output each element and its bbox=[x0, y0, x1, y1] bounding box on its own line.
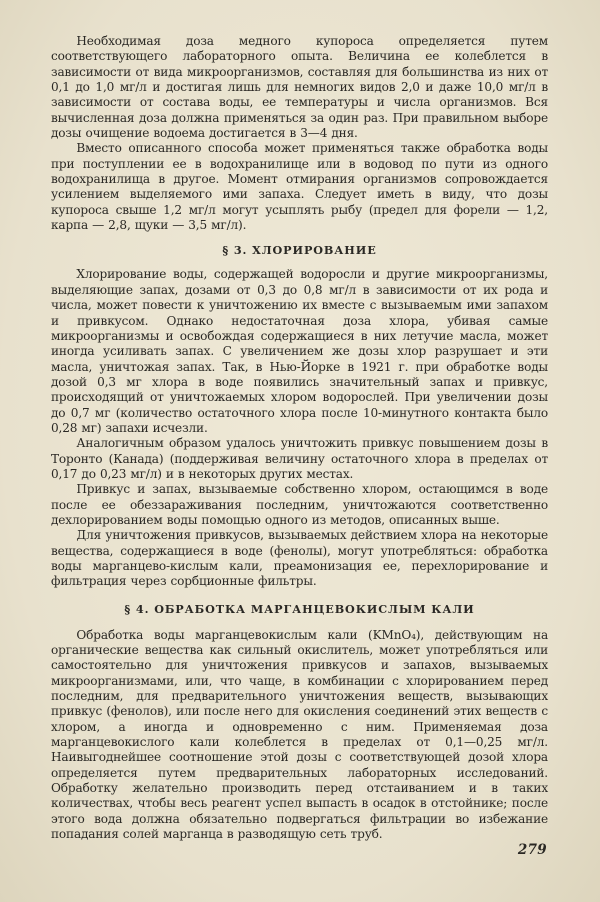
paragraph: Привкус и запах, вызываемые собственно хлором, остающимся в воде после ее обеззараживания последним, уничтожаются соответственно дехлорированием воды помощью одного из методов, описанных выше. bbox=[51, 482, 548, 527]
page-number: 279 bbox=[517, 842, 547, 858]
section-chlorination-body bbox=[51, 267, 548, 589]
paragraph: Вместо описанного способа может применяться также обработка воды при поступлении ее в водохранилище или в водовод по пути из одного водохранилища в другое. Момент отмирания организмов сопровождается усилением выделяемого ими запаха. Следует иметь в виду, что дозы купороса свыше 1,2 мг/л могут усыплять рыбу (предел для форели — 1,2, карпа — 2,8, щуки — 3,5 мг/л). bbox=[51, 141, 548, 233]
section-permanganate-body bbox=[51, 628, 548, 843]
intro-text bbox=[51, 34, 548, 233]
paragraph: Хлорирование воды, содержащей водоросли и другие микроорганизмы, выделяющие запах, дозами от 0,3 до 0,8 мг/л в зависимости от их рода и числа, может повести к уничтожению их вместе с вызываемым ими запахом и привкусом. Однако недостаточная доза хлора, убивая самые микроорганизмы и освобождая содержащиеся в них летучие масла, может иногда усиливать запах. С увеличением же дозы хлор разрушает и эти масла, уничтожая запах. Так, в Нью-Йорке в 1921 г. при обработке воды дозой 0,3 мг хлора в воде появились значительный запах и привкус, происходящий от уничтожаемых хлором водорослей. При увеличении дозы до 0,7 мг (количество остаточного хлора после 10-минутного контакта было 0,28 мг) запахи исчезли. bbox=[51, 267, 548, 435]
paragraph: Обработка воды марганцевокислым кали (KMnO₄), действующим на органические вещества как сильный окислитель, может употребляться или самостоятельно для уничтожения привкусов и запахов, вызываемых микроорганизмами, или, что чаще, в комбинации с хлорированием перед последним, для предварительного уничтожения веществ, вызывающих привкус (фенолов), или после него для окисления соединений этих веществ с хлором, а иногда и одновременно с ним. Применяемая доза марганцевокислого кали колеблется в пределах от 0,1—0,25 мг/л. Наивыгоднейшее соотношение этой дозы с соответствующей дозой хлора определяется путем предварительных лабораторных исследований. Обработку желательно производить перед отстаиванием и в таких количествах, чтобы весь реагент успел выпасть в осадок в отстойнике; после этого вода должна обязательно подвергаться фильтрации во избежание попадания солей марганца в разводящую сеть труб. bbox=[51, 627, 548, 842]
section-heading-permanganate: § 4. ОБРАБОТКА МАРГАНЦЕВОКИСЛЫМ КАЛИ bbox=[124, 601, 475, 616]
paragraph: Аналогичным образом удалось уничтожить привкус повышением дозы в Торонто (Канада) (поддерживая величину остаточного хлора в пределах от 0,17 до 0,23 мг/л) и в некоторых других местах. bbox=[51, 436, 548, 481]
paragraph: Необходимая доза медного купороса определяется путем соответствующего лабораторного опыта. Величина ее колеблется в зависимости от вида микроорганизмов, составляя для большинства из них от 0,1 до 1,0 мг/л и достигая лишь для немногих видов 2,0 и даже 10,0 мг/л в зависимости от состава воды, ее температуры и числа организмов. Вся вычисленная доза должна применяться за один раз. При правильном выборе дозы очищение водоема достигается в 3—4 дня. bbox=[51, 34, 548, 141]
paragraph: Для уничтожения привкусов, вызываемых действием хлора на некоторые вещества, содержащиеся в воде (фенолы), могут употребляться: обработка воды марганцево-кислым кали, преамонизация ее, перехлорирование и фильтрация через сорбционные фильтры. bbox=[51, 528, 548, 589]
section-heading-chlorination: § 3. ХЛОРИРОВАНИЕ bbox=[222, 243, 377, 258]
